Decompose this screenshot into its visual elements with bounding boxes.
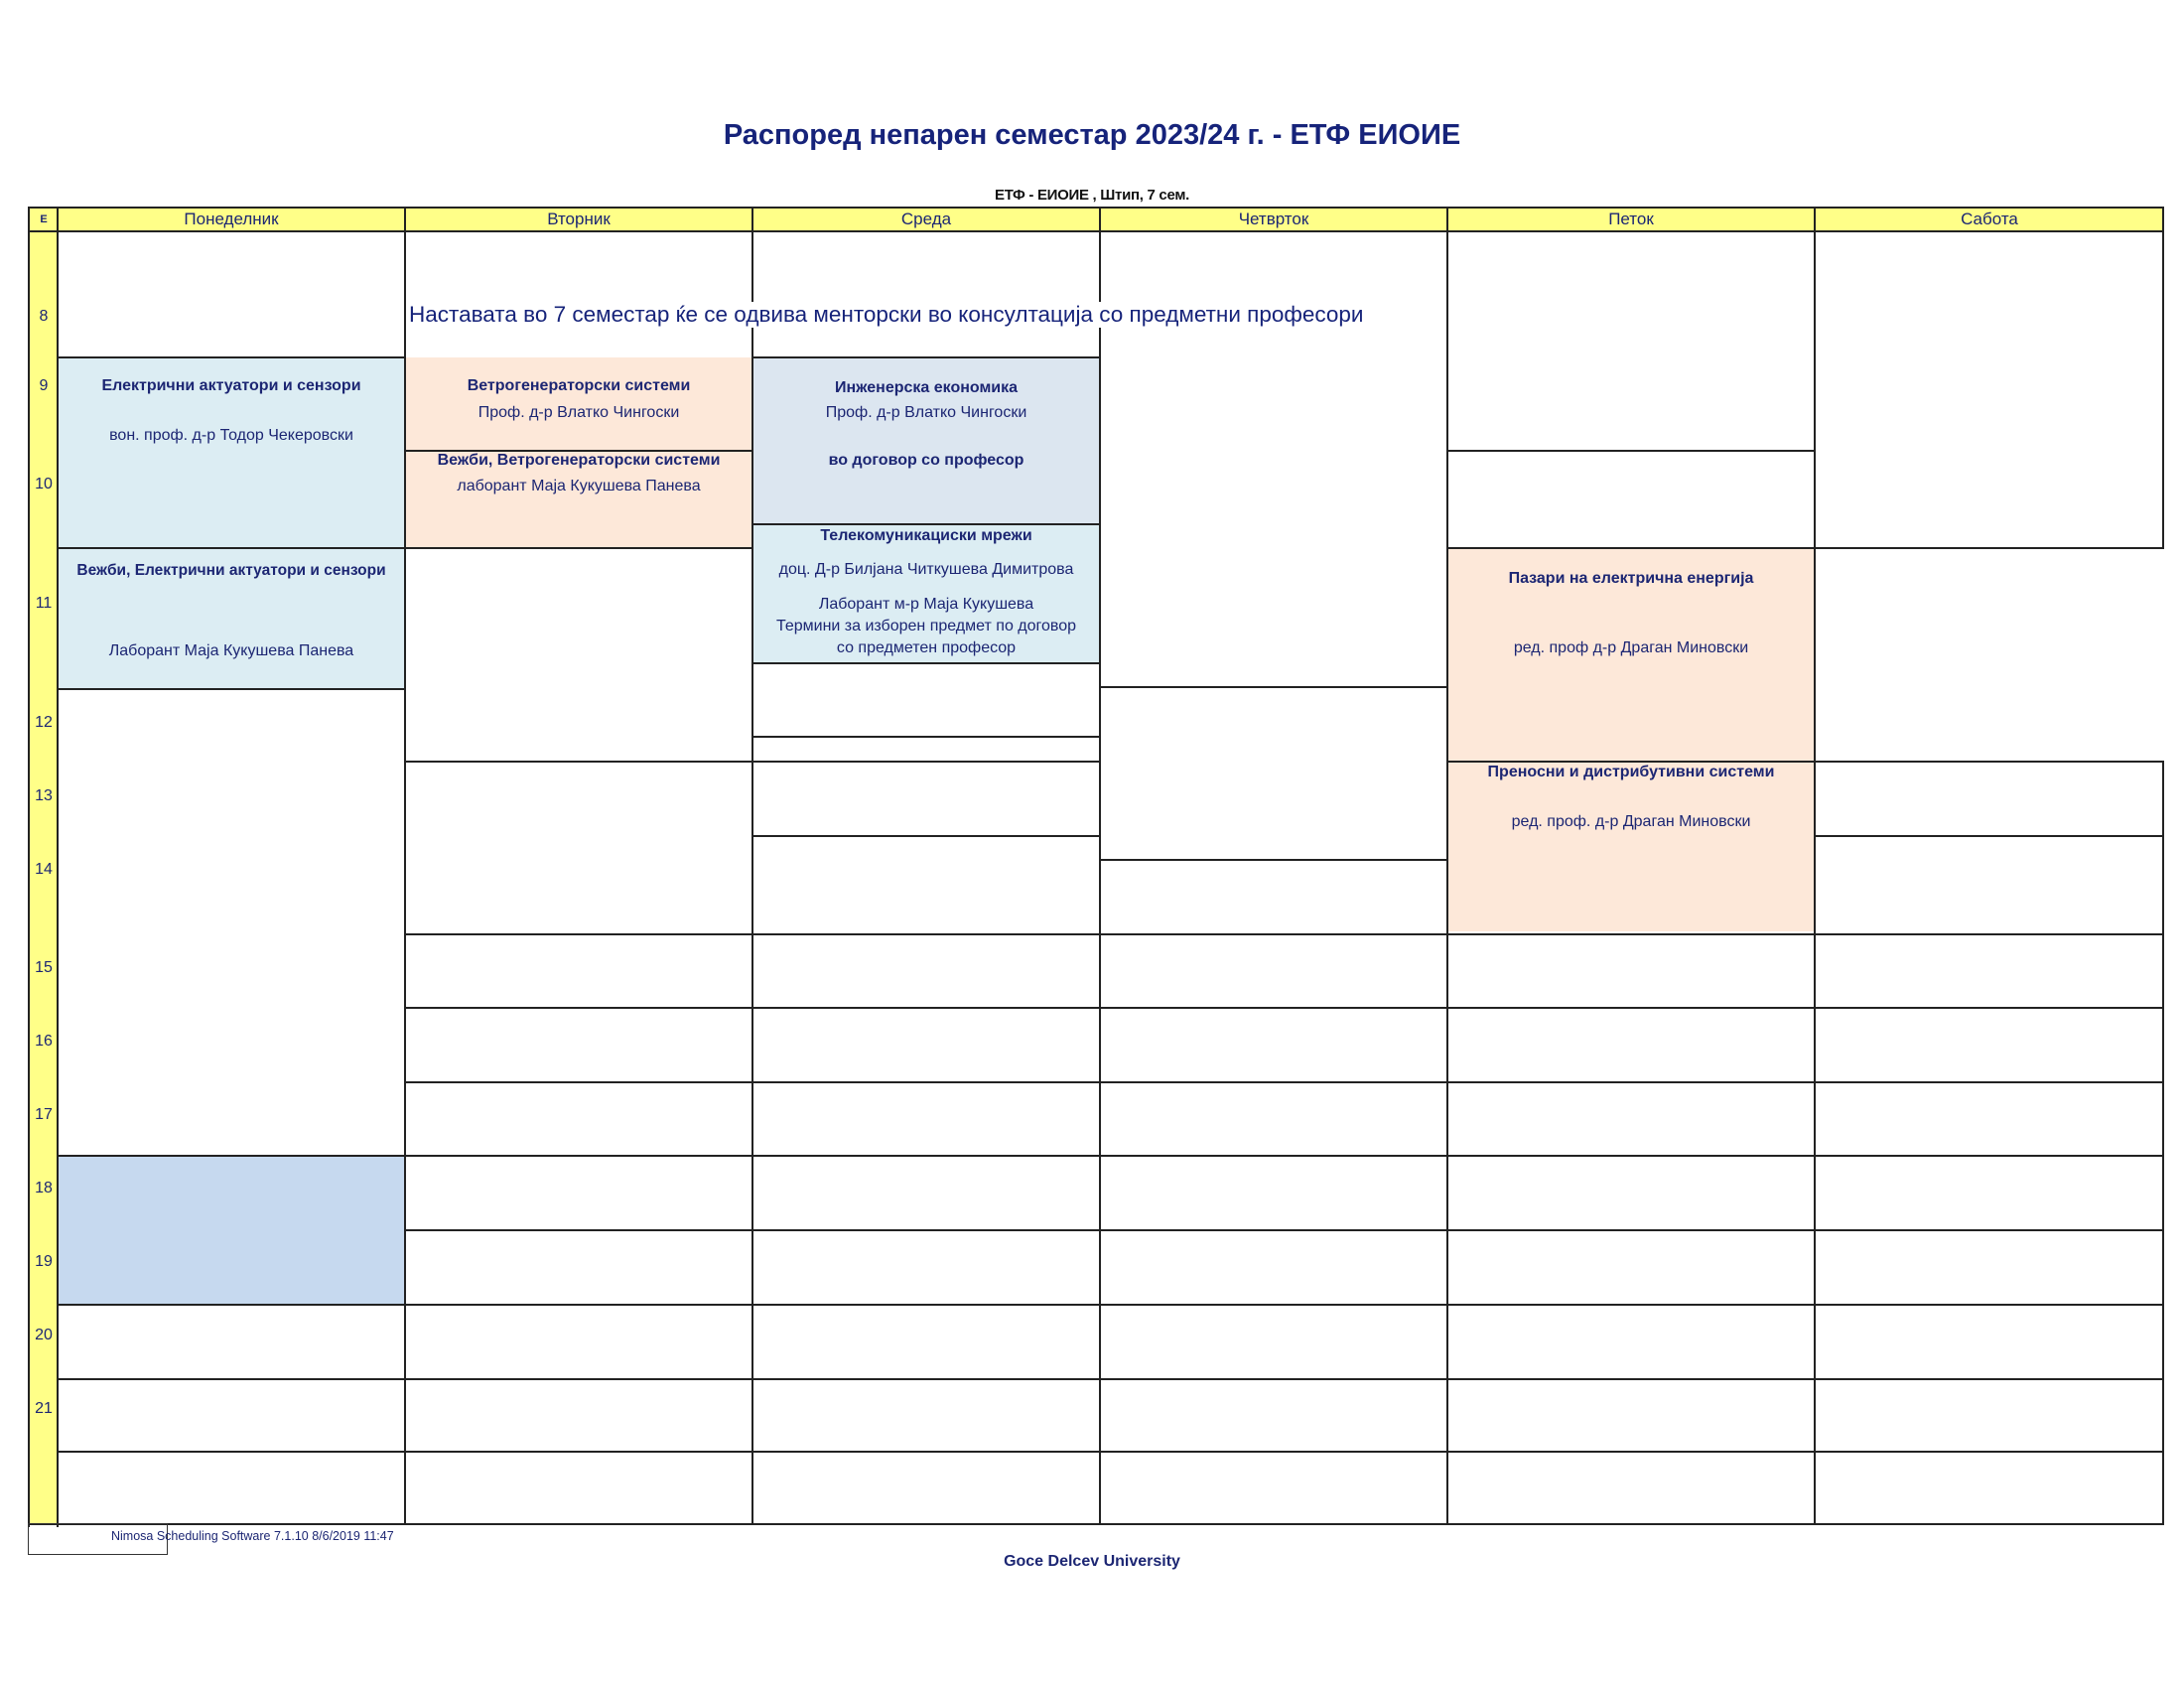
class-title: Електрични актуатори и сензори <box>101 377 361 394</box>
day-header-tuesday: Вторник <box>405 209 752 232</box>
class-note: Термини за изборен предмет по договор <box>775 618 1077 634</box>
class-title: Ветрогенераторски системи <box>467 377 691 394</box>
hour-label: 18 <box>35 1180 53 1196</box>
class-teacher: ред. проф. д-р Драган Миновски <box>1511 813 1751 830</box>
hour-label: 13 <box>35 787 53 804</box>
class-lab: Лаборант м-р Маја Кукушева <box>818 596 1034 613</box>
block-mon-evening <box>58 1156 405 1305</box>
hour-label: 19 <box>35 1253 53 1270</box>
mentoring-notice: Наставата во 7 семестар ќе се одвива менторски во консултација со предметни професори <box>409 302 1364 327</box>
day-header-saturday: Сабота <box>1815 209 2164 232</box>
university-name: Goce Delcev University <box>1004 1553 1180 1570</box>
class-title: Вежби, Електрични актуатори и сензори <box>76 562 386 579</box>
day-header-friday: Петок <box>1447 209 1815 232</box>
hour-label: 15 <box>35 959 53 976</box>
class-teacher: лаборант Маја Кукушева Панева <box>457 478 701 494</box>
hour-label: 16 <box>35 1033 53 1050</box>
hour-label: 10 <box>35 476 53 492</box>
class-title: Инженерска економика <box>834 379 1019 396</box>
hour-label: 12 <box>35 714 53 731</box>
class-note: со предметен професор <box>836 639 1017 656</box>
day-header-wednesday: Среда <box>752 209 1100 232</box>
class-title: Телекомуникациски мрежи <box>820 527 1032 544</box>
class-teacher: доц. Д-р Билјана Читкушева Димитрова <box>778 561 1074 578</box>
class-teacher: Проф. д-р Влатко Чингоски <box>825 404 1027 421</box>
class-title: Преносни и дистрибутивни системи <box>1487 764 1775 780</box>
software-credit: Nimosa Scheduling Software 7.1.10 8/6/2019 11:47 <box>111 1529 394 1543</box>
class-title: Пазари на електрична енергија <box>1508 570 1754 587</box>
hour-label: 14 <box>35 861 53 878</box>
hour-label: 11 <box>35 595 53 612</box>
page-title: Распоред непарен семестар 2023/24 г. - ЕТФ ЕИОИЕ <box>723 119 1461 151</box>
corner-header: E <box>30 209 58 232</box>
hour-label: 8 <box>39 308 49 325</box>
hour-label: 20 <box>35 1327 53 1343</box>
class-title: Вежби, Ветрогенераторски системи <box>437 452 721 469</box>
day-header-monday: Понеделник <box>58 209 405 232</box>
class-teacher: вон. проф. д-р Тодор Чекеровски <box>109 427 353 444</box>
class-teacher: Лаборант Маја Кукушева Панева <box>108 642 354 659</box>
class-note: во договор со професор <box>828 452 1024 469</box>
class-teacher: ред. проф д-р Драган Миновски <box>1513 639 1749 656</box>
block-fri-markets <box>1447 548 1815 931</box>
hour-label: 17 <box>35 1106 53 1123</box>
hour-label: 21 <box>35 1400 53 1417</box>
class-teacher: Проф. д-р Влатко Чингоски <box>478 404 680 421</box>
schedule-subtitle: ЕТФ - ЕИОИЕ , Штип, 7 сем. <box>995 187 1189 204</box>
hour-label: 9 <box>39 377 49 394</box>
day-header-thursday: Четврток <box>1100 209 1447 232</box>
